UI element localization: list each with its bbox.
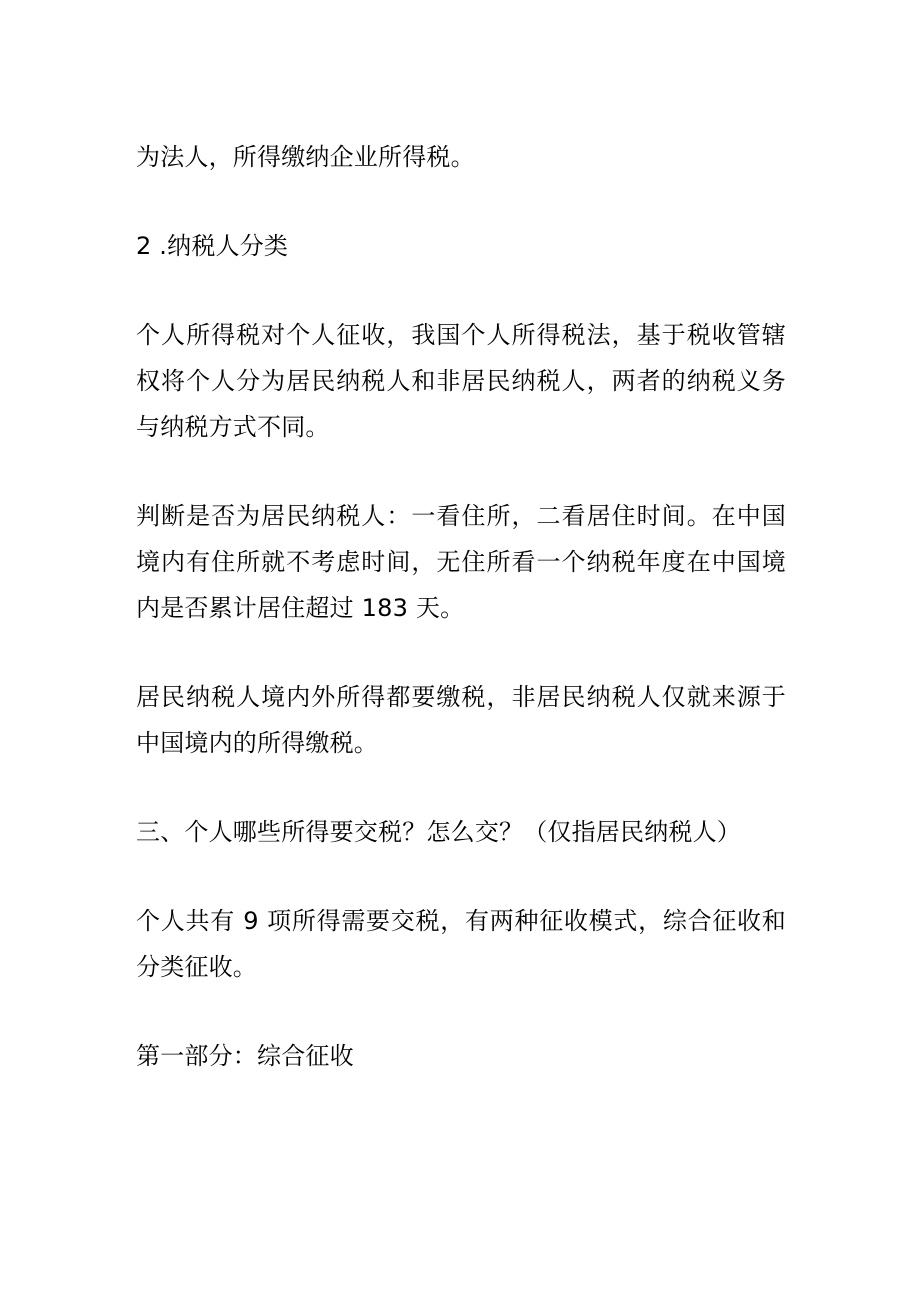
paragraph-income-items: 个人共有 9 项所得需要交税，有两种征收模式，综合征收和分类征收。 (136, 907, 786, 981)
paragraph-tax-scope: 居民纳税人境内外所得都要缴税，非居民纳税人仅就来源于中国境内的所得缴税。 (136, 683, 786, 757)
section-heading-taxpayer-classification: 2 .纳税人分类 (136, 232, 289, 260)
paragraph-continuation: 为法人，所得缴纳企业所得税。 (136, 143, 475, 171)
paragraph-taxpayer-types: 个人所得税对个人征收，我国个人所得税法，基于税收管辖权将个人分为居民纳税人和非居民纳税人，两者的纳税义务与纳税方式不同。 (136, 321, 786, 441)
document-body (136, 134, 786, 1122)
section-heading-taxable-income: 三、个人哪些所得要交税？怎么交？（仅指居民纳税人） (136, 818, 741, 846)
paragraph-residency-test: 判断是否为居民纳税人：一看住所，二看居住时间。在中国境内有住所就不考虑时间，无住所看一个纳税年度在中国境内是否累计居住超过 183 天。 (136, 502, 786, 622)
section-heading-comprehensive-collection: 第一部分：综合征收 (136, 1042, 354, 1070)
